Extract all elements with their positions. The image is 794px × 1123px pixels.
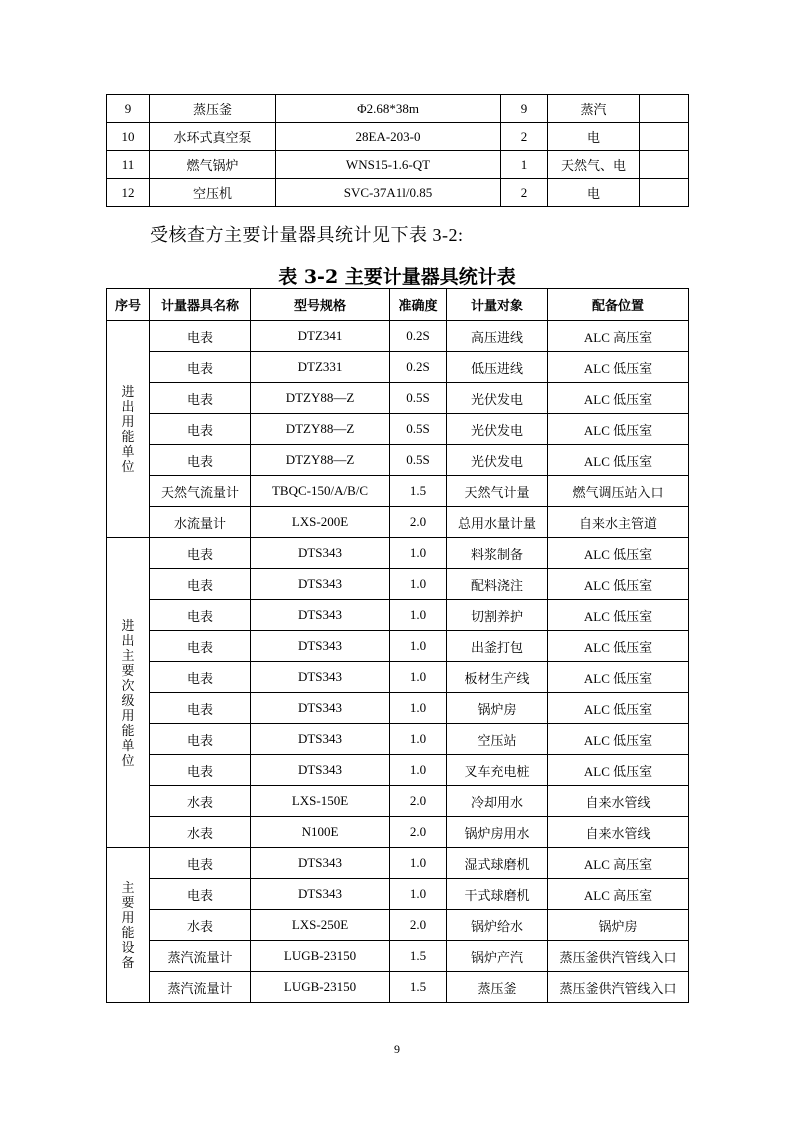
cell-name: 水表 (150, 817, 251, 848)
cell-object: 切割养护 (447, 600, 548, 631)
cell-accuracy: 0.2S (390, 352, 447, 383)
cell-accuracy: 0.2S (390, 321, 447, 352)
cell-name: 电表 (150, 631, 251, 662)
cell-model: LXS-200E (251, 507, 390, 538)
cell-accuracy: 0.5S (390, 445, 447, 476)
table-row (107, 631, 689, 662)
table-row (107, 414, 689, 445)
cell-model: LXS-150E (251, 786, 390, 817)
cell-name: 蒸压釜 (150, 95, 276, 123)
group-label: 主要用能设备 (121, 880, 135, 970)
header-object: 计量对象 (447, 289, 548, 321)
cell-accuracy: 1.0 (390, 662, 447, 693)
cell-object: 料浆制备 (447, 538, 548, 569)
cell-no: 10 (107, 123, 150, 151)
table-row (107, 879, 689, 910)
cell-model: 28EA-203-0 (276, 123, 501, 151)
cell-location: ALC 低压室 (548, 569, 689, 600)
cell-location: 自来水主管道 (548, 507, 689, 538)
table-row (107, 151, 689, 179)
cell-accuracy: 1.0 (390, 755, 447, 786)
cell-object: 配料浇注 (447, 569, 548, 600)
cell-location: ALC 低压室 (548, 755, 689, 786)
cell-model: DTS343 (251, 724, 390, 755)
page-number: 9 (394, 1042, 400, 1056)
table-header-row (107, 289, 689, 321)
table-row (107, 786, 689, 817)
group-label-cell (107, 848, 150, 1003)
cell-name: 电表 (150, 538, 251, 569)
cell-location: ALC 高压室 (548, 879, 689, 910)
cell-no: 9 (107, 95, 150, 123)
cell-no: 12 (107, 179, 150, 207)
cell-object: 总用水量计量 (447, 507, 548, 538)
group-label: 进出主要次级用能单位 (121, 617, 135, 768)
table-row (107, 693, 689, 724)
cell-model: DTS343 (251, 755, 390, 786)
cell-extra (640, 95, 689, 123)
cell-accuracy: 2.0 (390, 507, 447, 538)
cell-object: 湿式球磨机 (447, 848, 548, 879)
cell-model: WNS15-1.6-QT (276, 151, 501, 179)
cell-location: ALC 低压室 (548, 352, 689, 383)
table-row (107, 538, 689, 569)
cell-object: 空压站 (447, 724, 548, 755)
cell-accuracy: 1.5 (390, 972, 447, 1003)
cell-location: 蒸压釜供汽管线入口 (548, 941, 689, 972)
cell-model: LXS-250E (251, 910, 390, 941)
cell-name: 电表 (150, 445, 251, 476)
cell-name: 燃气锅炉 (150, 151, 276, 179)
header-model: 型号规格 (251, 289, 390, 321)
cell-name: 电表 (150, 755, 251, 786)
cell-location: 锅炉房 (548, 910, 689, 941)
cell-model: DTZ341 (251, 321, 390, 352)
cell-object: 天然气计量 (447, 476, 548, 507)
cell-model: DTS343 (251, 600, 390, 631)
cell-model: TBQC-150/A/B/C (251, 476, 390, 507)
table-row (107, 848, 689, 879)
cell-object: 光伏发电 (447, 383, 548, 414)
cell-object: 板材生产线 (447, 662, 548, 693)
cell-accuracy: 2.0 (390, 910, 447, 941)
cell-name: 空压机 (150, 179, 276, 207)
cell-name: 电表 (150, 600, 251, 631)
cell-model: DTS343 (251, 538, 390, 569)
cell-name: 电表 (150, 879, 251, 910)
table-row (107, 95, 689, 123)
intro-paragraph: 受核查方主要计量器具统计见下表 3-2: (150, 225, 464, 245)
group-label: 进出用能单位 (121, 384, 135, 474)
cell-name: 电表 (150, 848, 251, 879)
cell-qty: 2 (501, 123, 548, 151)
cell-name: 水流量计 (150, 507, 251, 538)
cell-location: 燃气调压站入口 (548, 476, 689, 507)
cell-location: ALC 低压室 (548, 383, 689, 414)
cell-location: ALC 低压室 (548, 631, 689, 662)
cell-no: 11 (107, 151, 150, 179)
group-label-cell (107, 538, 150, 848)
cell-location: ALC 高压室 (548, 848, 689, 879)
table-row (107, 941, 689, 972)
cell-location: ALC 低压室 (548, 538, 689, 569)
cell-name: 水表 (150, 786, 251, 817)
cell-location: ALC 低压室 (548, 414, 689, 445)
cell-model: LUGB-23150 (251, 941, 390, 972)
equipment-table-continued (106, 94, 689, 207)
table-row (107, 507, 689, 538)
cell-object: 光伏发电 (447, 414, 548, 445)
cell-extra (640, 151, 689, 179)
cell-location: ALC 低压室 (548, 662, 689, 693)
cell-location: ALC 高压室 (548, 321, 689, 352)
cell-name: 水环式真空泵 (150, 123, 276, 151)
table-row (107, 817, 689, 848)
cell-name: 电表 (150, 569, 251, 600)
cell-accuracy: 0.5S (390, 383, 447, 414)
measuring-instruments-table (106, 288, 689, 1003)
cell-extra (640, 179, 689, 207)
cell-name: 电表 (150, 321, 251, 352)
cell-location: ALC 低压室 (548, 724, 689, 755)
cell-qty: 1 (501, 151, 548, 179)
cell-object: 锅炉产汽 (447, 941, 548, 972)
header-accuracy: 准确度 (390, 289, 447, 321)
cell-name: 蒸汽流量计 (150, 941, 251, 972)
cell-accuracy: 1.5 (390, 941, 447, 972)
cell-model: DTZY88—Z (251, 445, 390, 476)
cell-object: 叉车充电桩 (447, 755, 548, 786)
cell-energy: 电 (548, 179, 640, 207)
cell-model: DTS343 (251, 693, 390, 724)
cell-name: 蒸汽流量计 (150, 972, 251, 1003)
table-row (107, 179, 689, 207)
table-row (107, 724, 689, 755)
table-row (107, 123, 689, 151)
cell-name: 电表 (150, 662, 251, 693)
cell-accuracy: 1.5 (390, 476, 447, 507)
cell-name: 电表 (150, 414, 251, 445)
cell-accuracy: 1.0 (390, 848, 447, 879)
cell-extra (640, 123, 689, 151)
cell-energy: 电 (548, 123, 640, 151)
cell-accuracy: 1.0 (390, 538, 447, 569)
table-row (107, 383, 689, 414)
table-row (107, 972, 689, 1003)
cell-name: 电表 (150, 352, 251, 383)
cell-accuracy: 1.0 (390, 569, 447, 600)
cell-model: Φ2.68*38m (276, 95, 501, 123)
table-row (107, 662, 689, 693)
cell-qty: 2 (501, 179, 548, 207)
cell-qty: 9 (501, 95, 548, 123)
cell-name: 水表 (150, 910, 251, 941)
table-caption: 表 3-2 主要计量器具统计表 (278, 266, 516, 288)
cell-model: DTZY88—Z (251, 414, 390, 445)
cell-name: 天然气流量计 (150, 476, 251, 507)
cell-model: N100E (251, 817, 390, 848)
header-location: 配备位置 (548, 289, 689, 321)
table-row (107, 755, 689, 786)
cell-accuracy: 2.0 (390, 817, 447, 848)
header-no: 序号 (107, 289, 150, 321)
cell-model: DTZ331 (251, 352, 390, 383)
cell-model: DTS343 (251, 879, 390, 910)
table-row (107, 600, 689, 631)
cell-object: 锅炉房 (447, 693, 548, 724)
cell-object: 出釜打包 (447, 631, 548, 662)
table-row (107, 445, 689, 476)
cell-model: DTS343 (251, 631, 390, 662)
group-label-cell (107, 321, 150, 538)
cell-accuracy: 1.0 (390, 693, 447, 724)
header-instrument-name: 计量器具名称 (150, 289, 251, 321)
cell-model: SVC-37A1l/0.85 (276, 179, 501, 207)
cell-accuracy: 2.0 (390, 786, 447, 817)
table-row (107, 321, 689, 352)
cell-accuracy: 0.5S (390, 414, 447, 445)
cell-object: 锅炉给水 (447, 910, 548, 941)
cell-energy: 蒸汽 (548, 95, 640, 123)
cell-model: LUGB-23150 (251, 972, 390, 1003)
cell-accuracy: 1.0 (390, 724, 447, 755)
cell-object: 高压进线 (447, 321, 548, 352)
cell-accuracy: 1.0 (390, 600, 447, 631)
cell-object: 干式球磨机 (447, 879, 548, 910)
cell-object: 冷却用水 (447, 786, 548, 817)
table-row (107, 476, 689, 507)
cell-object: 锅炉房用水 (447, 817, 548, 848)
cell-accuracy: 1.0 (390, 879, 447, 910)
cell-location: 自来水管线 (548, 786, 689, 817)
table-row (107, 910, 689, 941)
cell-location: ALC 低压室 (548, 600, 689, 631)
cell-name: 电表 (150, 383, 251, 414)
cell-location: 自来水管线 (548, 817, 689, 848)
cell-name: 电表 (150, 724, 251, 755)
cell-location: ALC 低压室 (548, 693, 689, 724)
cell-energy: 天然气、电 (548, 151, 640, 179)
cell-name: 电表 (150, 693, 251, 724)
cell-location: 蒸压釜供汽管线入口 (548, 972, 689, 1003)
cell-location: ALC 低压室 (548, 445, 689, 476)
cell-object: 蒸压釜 (447, 972, 548, 1003)
table-row (107, 569, 689, 600)
cell-model: DTZY88—Z (251, 383, 390, 414)
cell-object: 低压进线 (447, 352, 548, 383)
cell-object: 光伏发电 (447, 445, 548, 476)
cell-model: DTS343 (251, 569, 390, 600)
cell-model: DTS343 (251, 662, 390, 693)
cell-accuracy: 1.0 (390, 631, 447, 662)
cell-model: DTS343 (251, 848, 390, 879)
table-row (107, 352, 689, 383)
